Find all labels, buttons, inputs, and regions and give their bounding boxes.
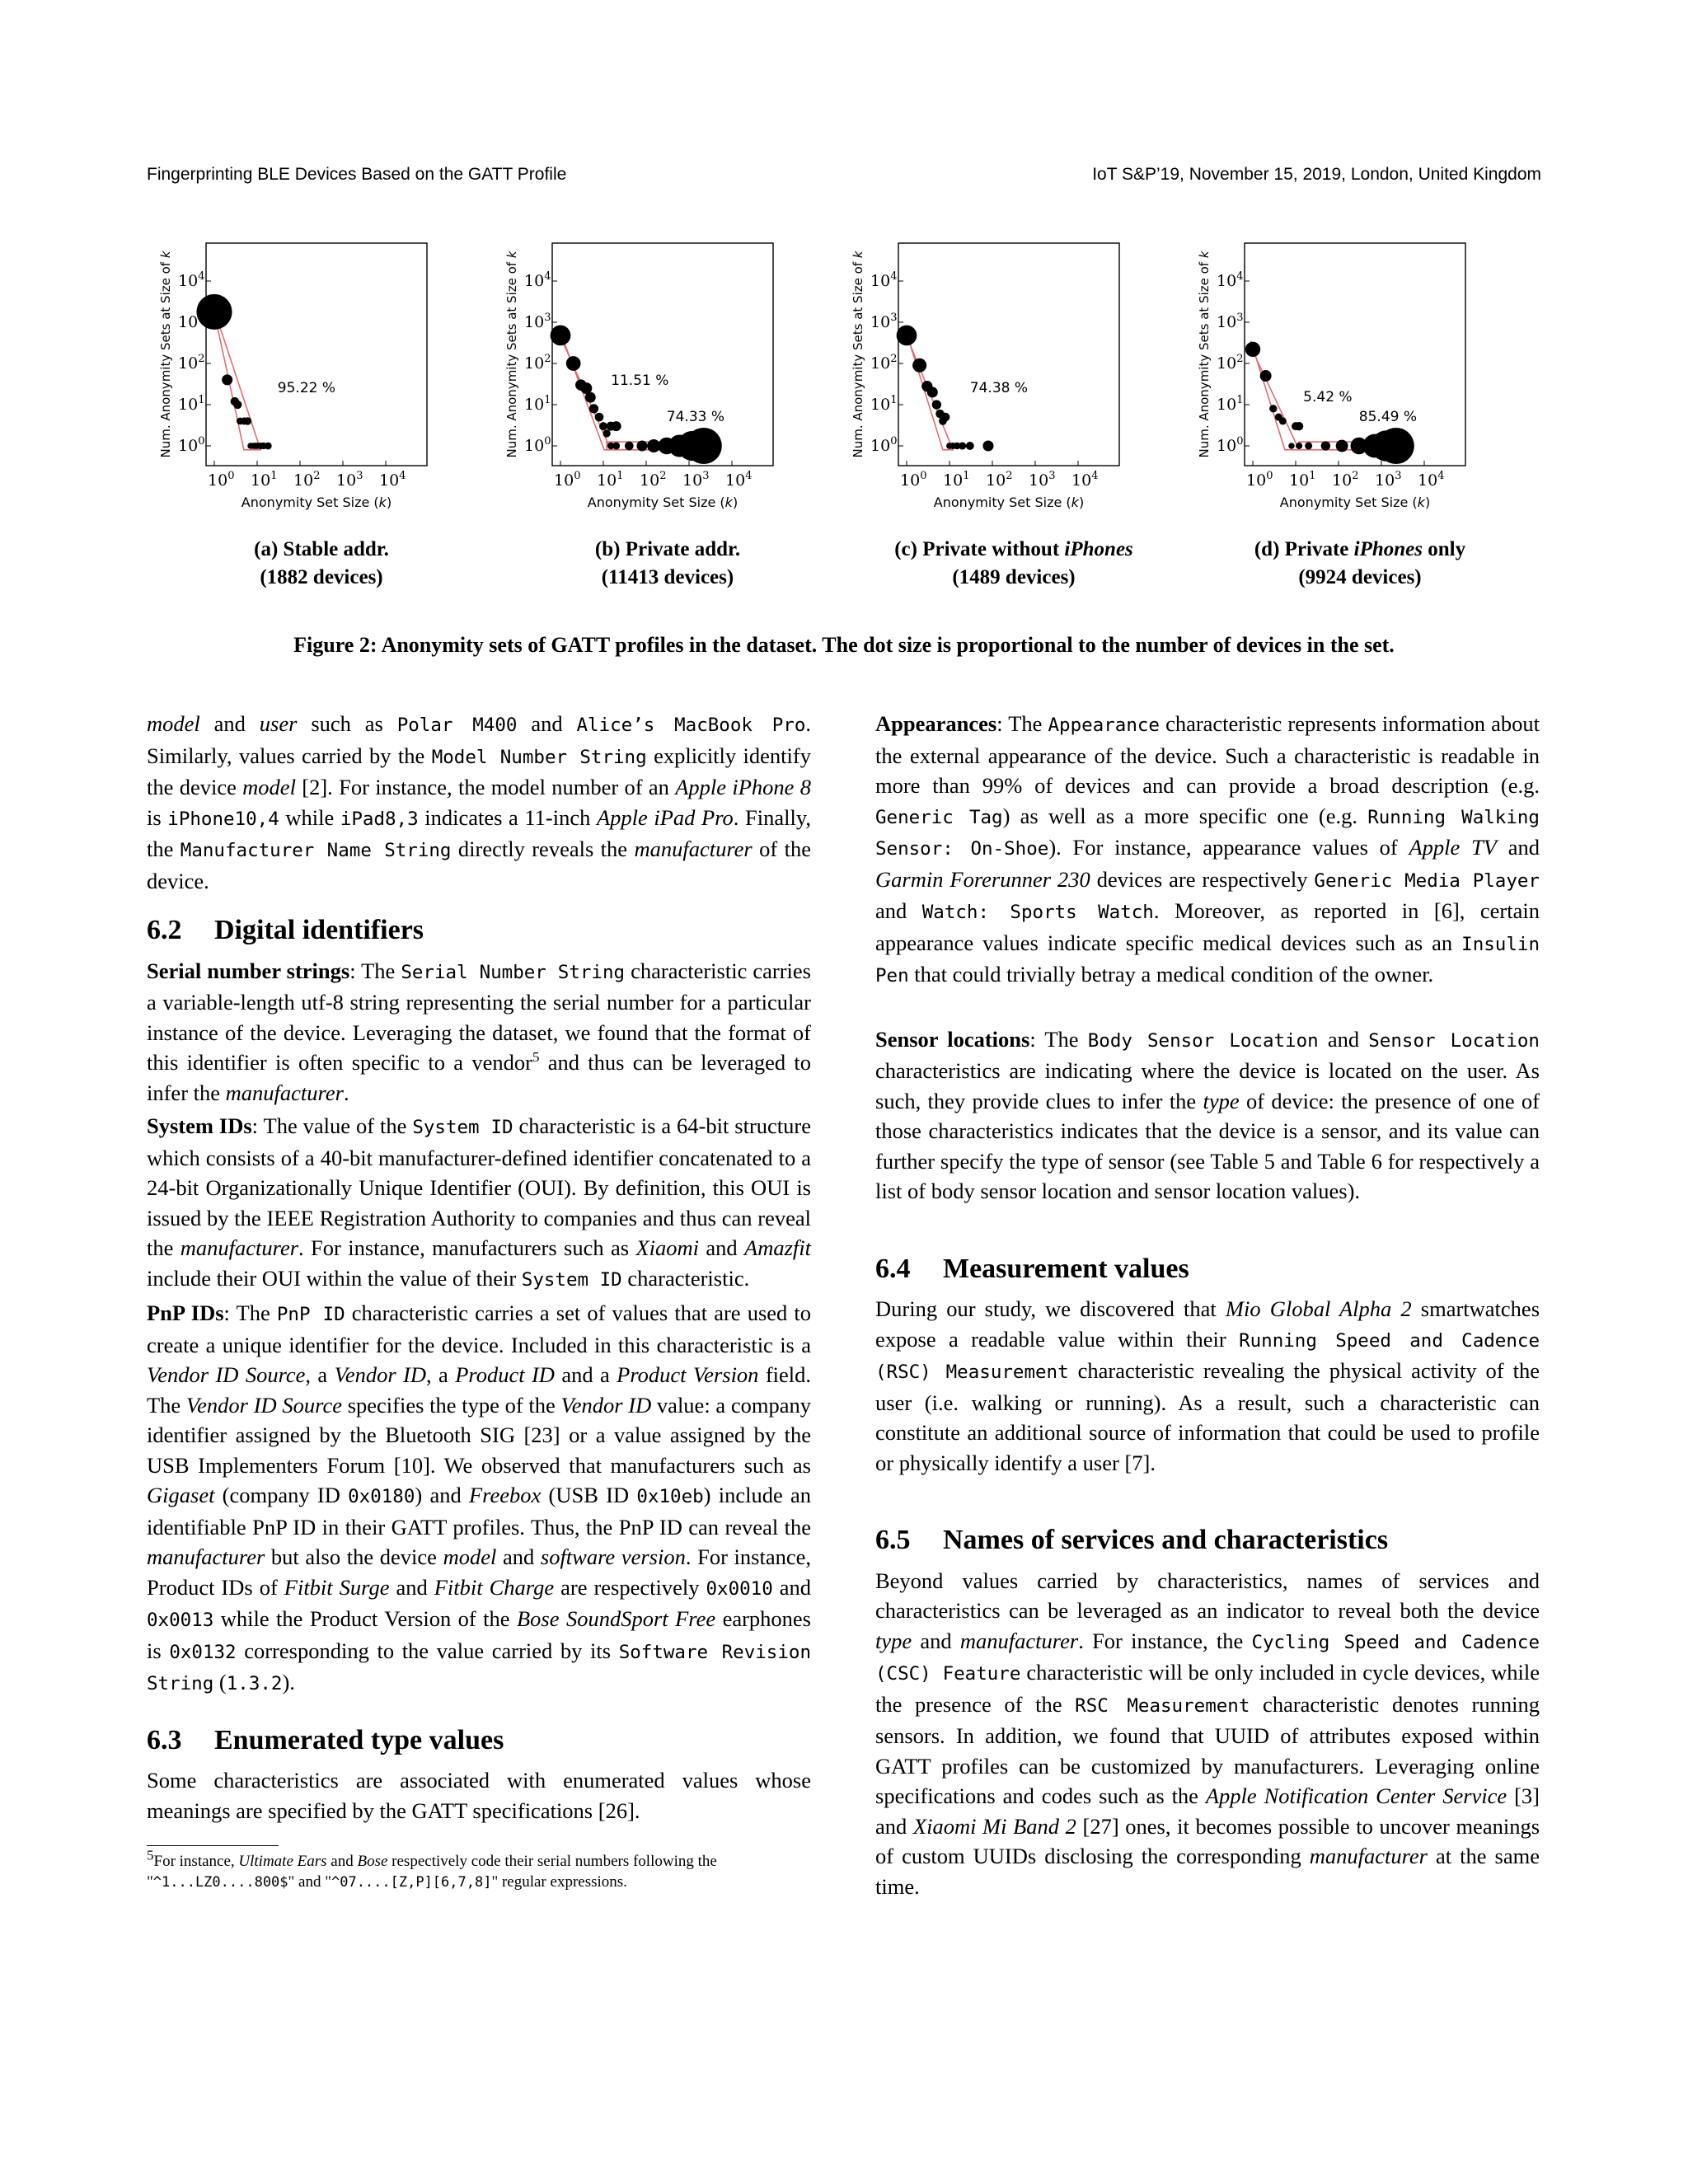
data-point [1305, 442, 1312, 449]
data-point [1296, 443, 1302, 449]
data-point [982, 440, 993, 451]
data-point [589, 404, 598, 413]
footnote: $^5$For instance, Ultimate Ears and Bose respectively code their serial numbers following the "^1...LZ0....800$" and "^07....[Z,P][6,7,8]" regular expressions. [147, 1847, 717, 1891]
left-column [147, 709, 811, 1893]
data-point [1295, 422, 1303, 430]
x-tick-label: $10^3$ [1029, 470, 1056, 490]
figure-panel-d [1185, 239, 1490, 511]
plot-d [1185, 239, 1490, 511]
paragraph-serial: Serial number strings: The Serial Number String characteristic carries a variable-length utf-8 string representing the serial number for a particular instance of the device. Leveraging the dataset, we found that the format of this identifier is often specific to a vendor$^5$ and thus can be leveraged to infer the manufacturer. [147, 958, 811, 1105]
data-point [1279, 417, 1287, 424]
y-tick-label: $10^2$ [870, 353, 898, 373]
data-point [932, 400, 941, 409]
data-point [1288, 443, 1295, 449]
data-point [612, 421, 621, 431]
y-tick-label: 10 [178, 313, 199, 331]
y-tick-label: $10^1$ [1217, 394, 1244, 414]
subcaption-c-title: (c) Private without iPhones [894, 538, 1133, 560]
y-tick-label: $10^1$ [870, 394, 898, 414]
x-tick-label: $10^1$ [1289, 470, 1316, 490]
paragraph-names: Beyond values carried by characteristics, names of services and characteristics can be leveraged as an indicator to reveal both the device type and manufacturer. For instance, the Cycling Speed and Cadence (CSC) Feature characteristic will be only included in cycle devices, while the presence of the RSC Measurement characteristic denotes running sensors. In addition, we found that UUID of attributes exposed within GATT profiles can be customized by manufacturers. Leveraging online specifications and codes such as the Apple Notification Center Service [3] and Xiaomi Mi Band 2 [27] ones, it becomes possible to uncover meanings of custom UUIDs disclosing the corresponding manufacturer at the same time. [875, 1568, 1540, 1899]
x-tick-label: $10^2$ [986, 470, 1013, 490]
envelope-1 [1251, 341, 1299, 450]
data-point [1336, 440, 1348, 452]
data-point [941, 413, 950, 422]
subcaption-d-title: (d) Private iPhones only [1254, 538, 1466, 560]
x-tick-label: $10^0$ [1246, 470, 1273, 490]
x-tick-label: $10^2$ [1332, 470, 1359, 490]
paragraph-appearances: Appearances: The Appearance characteristic represents information about the external appearance of the device. Such a characteristic is readable in more than 99% of devices and can provide a broad description (e.g. Generic Tag) as well as a more specific one (e.g. Running Walking Sensor: On-Shoe). For instance, appearance values of Apple TV and Garmin Forerunner 230 devices are respectively Generic Media Player and Watch: Sports Watch. Moreover, as reported in [6], certain appearance values indicate specific medical devices such as an Insulin Pen that could trivially betray a medical condition of the owner. [875, 711, 1540, 987]
x-tick-label: $10^4$ [1418, 470, 1445, 490]
x-tick-label: $10^1$ [597, 470, 624, 490]
subcaption-b [495, 536, 841, 592]
y-axis-label: Num. Anonymity Sets at Size of k [1197, 251, 1212, 458]
subcaption-a-count: (1882 devices) [260, 566, 383, 588]
y-tick-label: $10^3$ [870, 312, 898, 331]
y-tick-label: $10^1$ [178, 394, 205, 414]
subcaption-d-count: (9924 devices) [1298, 566, 1422, 588]
data-point [1321, 441, 1330, 450]
subcaption-d [1187, 536, 1533, 592]
x-tick-label: $10^2$ [640, 470, 667, 490]
x-tick-label: $10^0$ [208, 470, 235, 490]
figure-panel-c [839, 239, 1144, 511]
x-axis-label: Anonymity Set Size (k) [587, 494, 738, 510]
y-axis-label: Num. Anonymity Sets at Size of k [504, 251, 519, 458]
subcaption-c-count: (1489 devices) [952, 566, 1076, 588]
x-tick-label: $10^4$ [725, 470, 753, 490]
y-axis-label: Num. Anonymity Sets at Size of k [158, 251, 173, 458]
section-heading-6-2: 6.2 Digital identifiers [147, 915, 424, 945]
percentage-annotation: 5.42 % [1303, 389, 1353, 406]
x-tick-label: $10^3$ [682, 470, 710, 490]
plot-frame [206, 243, 427, 466]
y-tick-label: $10^2$ [1217, 353, 1244, 373]
plot-b [493, 239, 798, 511]
paragraph-enumerated: Some characteristics are associated with enumerated values whose meanings are specified by the GATT specifications [26]. [147, 1768, 811, 1823]
y-tick-label: $10^0$ [524, 435, 551, 455]
percentage-annotation: 74.33 % [666, 408, 725, 425]
plot-a [147, 239, 452, 511]
subcaption-b-title: (b) Private addr. [594, 538, 741, 560]
data-point [612, 442, 620, 449]
y-tick-label: $10^0$ [870, 435, 898, 455]
paragraph-pnp-ids: PnP IDs: The PnP ID characteristic carries a set of values that are used to create a unique identifier for the device. Included in this characteristic is a Vendor ID Source, a Vendor ID, a Product ID and a Product Version field. The Vendor ID Source specifies the type of the Vendor ID value: a company identifier assigned by the Bluetooth SIG [23] or a value assigned by the USB Implementers Forum [10]. We observed that manufacturers such as Gigaset (company ID 0x0180) and Freebox (USB ID 0x10eb) include an identifiable PnP ID in their GATT profiles. Thus, the PnP ID can reveal the manufacturer but also the device model and software version. For instance, Product IDs of Fitbit Surge and Fitbit Charge are respectively 0x0010 and 0x0013 while the Product Version of the Bose SoundSport Free earphones is 0x0132 corresponding to the value carried by its Software Revision String (1.3.2). [147, 1301, 812, 1694]
y-tick-label: $10^0$ [178, 435, 205, 455]
x-axis-label: Anonymity Set Size (k) [241, 494, 392, 510]
data-point [244, 417, 251, 424]
y-tick-label: $10^4$ [178, 270, 205, 290]
paragraph-sensor-locations: Sensor locations: The Body Sensor Location and Sensor Location characteristics are indicating where the device is located on the user. As such, they provide clues to infer the type of device: the presence of one of those characteristics indicates that the device is a sensor, and its value can further specify the type of sensor (see Table 5 and Table 6 for respectively a list of body sensor location and sensor location values). [875, 1026, 1540, 1203]
data-point [233, 401, 241, 409]
y-tick-label: $10^4$ [870, 270, 898, 290]
footnote-mark: 5 [532, 1049, 540, 1066]
data-point [897, 326, 917, 346]
data-point [966, 442, 974, 450]
y-tick-label: $10^1$ [524, 394, 551, 414]
percentage-annotation: 95.22 % [277, 379, 336, 396]
data-point [265, 443, 272, 450]
y-tick-label: $10^0$ [1217, 435, 1244, 455]
data-point [551, 326, 571, 346]
data-point [636, 440, 647, 451]
figure-caption: Figure 2: Anonymity sets of GATT profiles in the dataset. The dot size is proportional to the number of devices in the set. [293, 633, 1395, 657]
section-heading-6-4: 6.4 Measurement values [875, 1253, 1189, 1284]
x-tick-label: $10^4$ [379, 470, 406, 490]
x-tick-label: $10^1$ [943, 470, 970, 490]
plot-frame [1245, 243, 1465, 466]
plot-frame [552, 243, 773, 466]
plot-c [839, 239, 1144, 511]
data-point [1378, 428, 1414, 464]
percentage-annotation: 85.49 % [1358, 408, 1418, 425]
x-tick-label: $10^4$ [1071, 470, 1099, 490]
figure-panel-a [147, 239, 452, 511]
figure-panel-b [493, 239, 798, 511]
subcaption-a [148, 536, 495, 592]
paragraph-system-ids: System IDs: The value of the System ID characteristic is a 64-bit structure which consists of a 40-bit manufacturer-defined identifier concatenated to a 24-bit Organizationally Unique Identifier (OUI). By definition, this OUI is issued by the IEEE Registration Authority to companies and thus can reveal the manufacturer. For instance, manufacturers such as Xiaomi and Amazfit include their OUI within the value of their System ID characteristic. [147, 1113, 812, 1291]
x-tick-label: $10^0$ [900, 470, 927, 490]
x-tick-label: $10^3$ [336, 470, 363, 490]
data-point [927, 387, 938, 397]
section-heading-6-3: 6.3 Enumerated type values [147, 1724, 504, 1755]
section-heading-6-5: 6.5 Names of services and characteristics [875, 1525, 1389, 1555]
percentage-annotation: 74.38 % [969, 379, 1029, 396]
x-axis-label: Anonymity Set Size (k) [933, 494, 1085, 510]
x-tick-label: $10^2$ [293, 470, 321, 490]
subcaption-c [841, 536, 1187, 592]
data-point [912, 359, 926, 373]
y-tick-label: $10^2$ [178, 353, 205, 373]
subcaption-b-count: (11413 devices) [601, 566, 734, 588]
data-point [595, 413, 604, 422]
data-point [599, 422, 607, 430]
percentage-annotation: 11.51 % [611, 373, 669, 390]
plot-frame [898, 243, 1119, 466]
data-point [566, 356, 581, 371]
y-tick-label: $10^3$ [524, 312, 551, 331]
y-tick-label: $10^4$ [1217, 270, 1244, 290]
x-axis-label: Anonymity Set Size (k) [1279, 494, 1431, 510]
y-tick-label: $10^3$ [1217, 312, 1244, 331]
data-point [686, 428, 722, 464]
paragraph-model: model and user such as Polar M400 and Alice’s MacBook Pro. Similarly, values carried by the Model Number String explicitly identify the device model [2]. For instance, the model number of an Apple iPhone 8 is iPhone10,4 while iPad8,3 indicates a 11-inch Apple iPad Pro. Finally, the Manufacturer Name String directly reveals the manufacturer of the device. [147, 711, 812, 893]
data-point [1260, 370, 1272, 382]
data-point [1245, 342, 1260, 357]
running-header-venue: IoT S&P’19, November 15, 2019, London, United Kingdom [1092, 165, 1541, 184]
data-point [625, 442, 634, 451]
x-tick-label: $10^3$ [1375, 470, 1402, 490]
data-point [603, 429, 610, 437]
x-tick-label: $10^0$ [554, 470, 581, 490]
data-point [1269, 405, 1277, 412]
data-point [196, 294, 232, 330]
subcaption-a-title: (a) Stable addr. [254, 538, 389, 560]
x-tick-label: $10^1$ [251, 470, 278, 490]
y-axis-label: Num. Anonymity Sets at Size of k [851, 251, 865, 458]
paragraph-measurement: During our study, we discovered that Mio Global Alpha 2 smartwatches expose a readable value within their Running Speed and Cadence (RSC) Measurement characteristic revealing the physical activity of the user (i.e. walking or running). As a result, such a characteristic can constitute an additional source of information that could be used to profile or physically identify a user [7]. [875, 1296, 1540, 1475]
running-header-title: Fingerprinting BLE Devices Based on the GATT Profile [147, 165, 567, 184]
y-tick-label: $10^4$ [524, 270, 551, 290]
footnote-rule [147, 1845, 279, 1846]
data-point [585, 392, 596, 403]
right-column [875, 709, 1540, 1901]
data-point [222, 374, 232, 385]
y-tick-label: $10^2$ [524, 353, 551, 373]
data-point [959, 442, 966, 449]
